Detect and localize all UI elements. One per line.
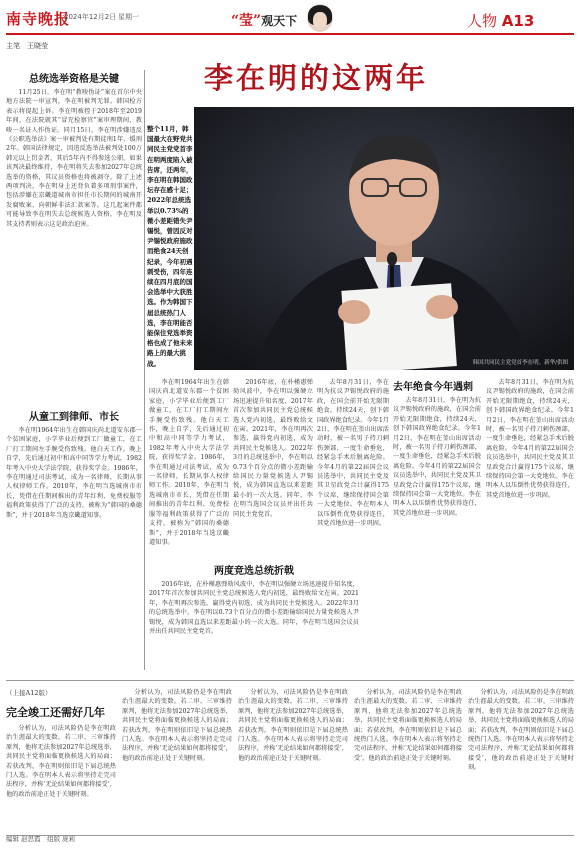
article-paragraph: 分析认为，司法风险仍是李在明政治生涯最大的变数。若二审、三审维持原判，他将无法参加2027年总统选举，共同民主党将面临更换候选人的局面；若获改判，李在明则依旧是下届总统热门人选。李在明本人表示将坚持走完司法程序，并称‘无论结果如何都将接受’，他的政治前途正处于关键时刻。 (238, 689, 348, 762)
photo-caption: 韩国共同民主党党首李在明。新华/供图 (472, 360, 568, 366)
lower-col-4 (354, 688, 462, 829)
section-name: 人物 (467, 12, 498, 30)
lower-col-1 (6, 724, 116, 829)
lower-col-5 (468, 688, 574, 829)
article-paragraph: 分析认为，司法风险仍是李在明政治生涯最大的变数。若二审、三审维持原判，他将无法参加2027年总统选举，共同民主党将面临更换候选人的局面；若获改判，李在明则依旧是下届总统热门人选。李在明本人表示将坚持走完司法程序，并称‘无论结果如何都将接受’，他的政治前途正处于关键时刻。 (6, 725, 116, 798)
main-photo (194, 107, 574, 370)
section-header (467, 10, 534, 31)
article-col-4 (317, 378, 389, 670)
column-divider (144, 70, 145, 670)
columnist-avatar (307, 4, 333, 32)
article-col-3 (233, 378, 313, 558)
page-number: A13 (501, 12, 535, 30)
article-paragraph: 2016年底，在朴槿惠弹劾风波中，李在明以强硬立场迅速提升知名度，2017年首次参加共同民主党总统候选人党内初选，最终败给文在寅。2021年，李在明再次参选，赢得党内初选，成为共同民主党候选人。2022年3月的总统选举中，李在明以0.73个百分点的微小差距输给国民力量党候选人尹锡悦，成为韩国直选以来差距最小的一次大选。同年，李在明当选国会议员并出任共同民主党党首。 (233, 379, 313, 518)
newspaper-logo: 南寺晚报 (6, 10, 71, 28)
issue-date: 2024年12月2日 (64, 13, 117, 21)
lower-col-3 (238, 688, 348, 829)
article-paragraph: 李在明1964年出生在韩国庆尚北道安东郡一个贫困家庭，小学毕业后便到工厂做童工，在工厂打工期间左手腕受伤致残。他白天工作，晚上自学，先后通过初中和高中同等学力考试，1982年考入中央大学法学院，获得奖学金。1986年，李在明通过司法考试，成为一名律师，长期从事人权律师工作。2010年，李在明当选城南市市长，凭借在任期间推出的青年红利、免费校服等福利政策获得了广泛的支持，被称为“韩国的桑德斯”，并于2018年当选京畿道知事。 (149, 379, 229, 546)
article-paragraph: 分析认为，司法风险仍是李在明政治生涯最大的变数。若二审、三审维持原判，他将无法参加2027年总统选举，共同民主党将面临更换候选人的局面；若获改判，李在明则依旧是下届总统热门人选。李在明本人表示将坚持走完司法程序，并称‘无论结果如何都将接受’，他的政治前途正处于关键时刻。 (122, 689, 232, 762)
footer-rule (6, 835, 574, 836)
article-paragraph: 分析认为，司法风险仍是李在明政治生涯最大的变数。若二审、三审维持原判，他将无法参加2027年总统选举，共同民主党将面临更换候选人的局面；若获改判，李在明则依旧是下届总统热门人选。李在明本人表示将坚持走完司法程序，并称‘无论结果如何都将接受’，他的政治前途正处于关键时刻。 (468, 689, 574, 772)
subhead-3: 两度竞选总统折戟 (214, 566, 294, 577)
subhead-2: 从童工到律师、市长 (29, 412, 119, 423)
subhead-1: 总统选举资格是关键 (29, 74, 119, 85)
article-paragraph: 2016年底，在朴槿惠弹劾风波中，李在明以强硬立场迅速提升知名度，2017年首次参加共同民主党总统候选人党内初选，最终败给文在寅。2021年，李在明再次参选，赢得党内初选，成为共同民主党候选人。2022年3月的总统选举中，李在明以0.73个百分点的微小差距输给国民力量党候选人尹锡悦，成为韩国直选以来差距最小的一次大选。同年，李在明当选国会议员并出任共同民主党党首。 (149, 581, 359, 636)
lower-col-2 (122, 688, 232, 829)
article-paragraph: 分析认为，司法风险仍是李在明政治生涯最大的变数。若二审、三审维持原判，他将无法参加2027年总统选举，共同民主党将面临更换候选人的局面；若获改判，李在明则依旧是下届总统热门人选。李在明本人表示将坚持走完司法程序，并称‘无论结果如何都将接受’，他的政治前途正处于关键时刻。 (354, 689, 462, 762)
summary-box (147, 124, 193, 368)
column-brand (231, 10, 297, 30)
article-paragraph: 李在明1964年出生在韩国庆尚北道安东郡一个贫困家庭，小学毕业后便到工厂做童工，在工厂打工期间左手腕受伤致残。他白天工作，晚上自学，先后通过初中和高中同等学力考试，1982年考入中央大学法学院，获得奖学金。1986年，李在明通过司法考试，成为一名律师，长期从事人权律师工作。2010年，李在明当选城南市市长，凭借在任期间推出的青年红利、免费校服等福利政策获得了广泛的支持，被称为“韩国的桑德斯”，并于2018年当选京畿道知事。 (6, 427, 142, 519)
article-paragraph: 去年8月31日，李在明为抗议尹锡悦政府的施政，在国会前开始无限期绝食，持续24天，创下韩国政界绝食纪录。今年1月2日，李在明在釜山出席活动时，被一名男子持刀刺伤颈部，一度生命垂危，经紧急手术后脱离危险。今年4月的第22届国会议员选举中，共同民主党及其卫星政党合计赢得175个议席，继续保持国会第一大党地位。李在明本人以压倒性优势获得连任，其党首地位进一步巩固。 (393, 397, 481, 517)
article-paragraph: 去年8月31日，李在明为抗议尹锡悦政府的施政，在国会前开始无限期绝食，持续24天，创下韩国政界绝食纪录。今年1月2日，李在明在釜山出席活动时，被一名男子持刀刺伤颈部，一度生命垂危，经紧急手术后脱离危险。今年4月的第22届国会议员选举中，共同民主党及其卫星政党合计赢得175个议席，继续保持国会第一大党地位。李在明本人以压倒性优势获得连任，其党首地位进一步巩固。 (317, 379, 389, 528)
article-col-1 (6, 88, 142, 393)
section-divider (6, 680, 574, 681)
subhead-5: 完全竣工还需好几年 (6, 706, 105, 719)
column-brand-rest: 观天下 (261, 14, 298, 28)
article-paragraph: 11月25日，李在明“教唆伪证”案在首尔中央地方法院一审宣判，李在明被判无罪。韩国检方表示将提起上诉。李在明被控于2018年至2019年间，在法院就其“冒充检察官”案审理期间，教唆一名证人作伪证。同月15日，李在明涉嫌违反《公职选举法》案一审被判处有期徒刑1年、缓刑2年。韩国法律规定，因违反选举法被判处100万韩元以上罚金者，其后5年内不得参选公职。如果该判决最终维持，李在明将失去参加2027年总统选举的资格，其议员资格也将被剥夺。除了上述两项判决，李在明身上还背负着多项刑事案件，包括涉嫌在京畿道城南市担任市长期间的城南开发腐败案、向朝鲜非法汇款案等。这几起案件都可能导致李在明失去总统候选人资格，李在明及其支持者则表示这是政治迫害。 (6, 89, 142, 228)
masthead-rule (6, 33, 574, 35)
summary-text: 整个11月，韩国最大在野党共同民主党党首李在明两度陷入被告席，还两年，李在明在韩国政坛存在感十足；2022年总统选举以0.73%的微小差距错失尹锡悦，曾因反对尹锡悦政府施政而绝食24天创纪录，今年初遇刺受伤，四年连续在四月底的国会选举中大获胜选。作为韩国下届总统热门人选，李在明能否能保住党选举资格也成了他未来路上的最大挑战。 (147, 125, 193, 368)
page-title: 李在明的这两年 (203, 61, 428, 95)
subhead-4: 去年绝食今年遇刺 (393, 382, 473, 393)
editor-credits: 编辑 赵思霞 组版 庞莉 (6, 835, 76, 843)
issue-weekday: 星期一 (118, 13, 139, 21)
article-col-1b (6, 426, 142, 670)
column-brand-mark: “莹” (231, 13, 262, 29)
article-col-6 (486, 378, 574, 670)
byline: 主笔 王晓莹 (6, 42, 48, 50)
article-col-5 (393, 396, 481, 670)
photo-illustration (194, 107, 574, 370)
article-paragraph: 去年8月31日，李在明为抗议尹锡悦政府的施政，在国会前开始无限期绝食，持续24天，创下韩国政界绝食纪录。今年1月2日，李在明在釜山出席活动时，被一名男子持刀刺伤颈部，一度生命垂危，经紧急手术后脱离危险。今年4月的第22届国会议员选举中，共同民主党及其卫星政党合计赢得175个议席，继续保持国会第一大党地位。李在明本人以压倒性优势获得连任，其党首地位进一步巩固。 (486, 379, 574, 499)
continued-from: （上接A12版） (6, 689, 52, 697)
article-col-2 (149, 378, 229, 558)
